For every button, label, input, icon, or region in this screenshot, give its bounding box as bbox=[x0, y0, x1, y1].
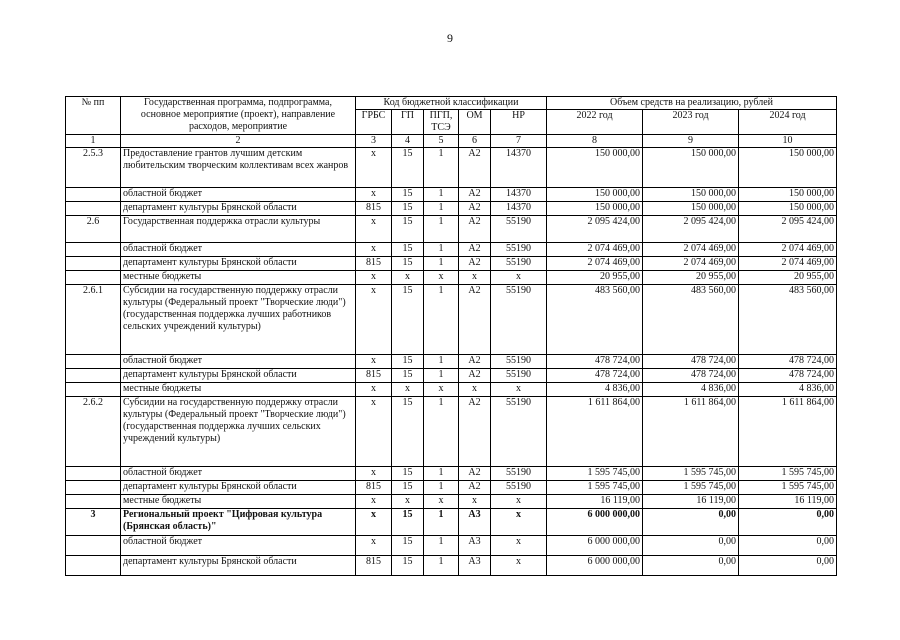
om-cell: А2 bbox=[459, 257, 491, 271]
row-name: местные бюджеты bbox=[121, 271, 356, 285]
row-name: Региональный проект "Цифровая культура (Брянская область)" bbox=[121, 509, 356, 536]
column-number: 4 bbox=[392, 135, 424, 148]
pppg-cell: 1 bbox=[424, 243, 459, 257]
grbs-cell: x bbox=[356, 243, 392, 257]
pppg-cell: 1 bbox=[424, 285, 459, 355]
row-name: областной бюджет bbox=[121, 355, 356, 369]
amount-2022: 2 074 469,00 bbox=[547, 243, 643, 257]
budget-table bbox=[65, 96, 837, 576]
amount-2022: 1 595 745,00 bbox=[547, 481, 643, 495]
grbs-cell: x bbox=[356, 383, 392, 397]
grbs-cell: 815 bbox=[356, 257, 392, 271]
amount-2023: 0,00 bbox=[643, 536, 739, 556]
table-row bbox=[66, 481, 837, 495]
table-row bbox=[66, 188, 837, 202]
amount-2023: 150 000,00 bbox=[643, 202, 739, 216]
nr-cell: 55190 bbox=[491, 257, 547, 271]
column-number: 6 bbox=[459, 135, 491, 148]
header-col-name: Государственная программа, подпрограмма, основное мероприятие (проект), направление расходов, мероприятие bbox=[121, 97, 356, 135]
column-number: 5 bbox=[424, 135, 459, 148]
pppg-cell: 1 bbox=[424, 188, 459, 202]
grbs-cell: x bbox=[356, 285, 392, 355]
nr-cell: 14370 bbox=[491, 188, 547, 202]
row-name: Государственная поддержка отрасли культуры bbox=[121, 216, 356, 243]
row-name: департамент культуры Брянской области bbox=[121, 481, 356, 495]
amount-2022: 6 000 000,00 bbox=[547, 556, 643, 576]
gp-cell: 15 bbox=[392, 257, 424, 271]
header-funds-group: Объем средств на реализацию, рублей bbox=[547, 97, 837, 110]
gp-cell: 15 bbox=[392, 216, 424, 243]
gp-cell: 15 bbox=[392, 202, 424, 216]
table-row bbox=[66, 202, 837, 216]
amount-2023: 2 074 469,00 bbox=[643, 257, 739, 271]
amount-2022: 478 724,00 bbox=[547, 355, 643, 369]
om-cell: x bbox=[459, 271, 491, 285]
grbs-cell: x bbox=[356, 188, 392, 202]
row-name: областной бюджет bbox=[121, 243, 356, 257]
gp-cell: 15 bbox=[392, 467, 424, 481]
amount-2023: 1 595 745,00 bbox=[643, 467, 739, 481]
column-number: 10 bbox=[739, 135, 837, 148]
amount-2022: 16 119,00 bbox=[547, 495, 643, 509]
pppg-cell: 1 bbox=[424, 216, 459, 243]
amount-2022: 6 000 000,00 bbox=[547, 509, 643, 536]
amount-2023: 483 560,00 bbox=[643, 285, 739, 355]
row-number bbox=[66, 556, 121, 576]
pppg-cell: x bbox=[424, 271, 459, 285]
gp-cell: 15 bbox=[392, 285, 424, 355]
pppg-cell: 1 bbox=[424, 202, 459, 216]
row-name: Субсидии на государственную поддержку отрасли культуры (Федеральный проект "Творческие люди") (государственная поддержка лучших работников сельских учреждений культуры) bbox=[121, 285, 356, 355]
row-name: Предоставление грантов лучшим детским любительским творческим коллективам всех жанров bbox=[121, 148, 356, 188]
table-row bbox=[66, 383, 837, 397]
amount-2022: 150 000,00 bbox=[547, 148, 643, 188]
pppg-cell: 1 bbox=[424, 536, 459, 556]
header-2022: 2022 год bbox=[547, 110, 643, 135]
amount-2024: 2 074 469,00 bbox=[739, 257, 837, 271]
om-cell: А2 bbox=[459, 216, 491, 243]
om-cell: x bbox=[459, 495, 491, 509]
row-name: местные бюджеты bbox=[121, 495, 356, 509]
nr-cell: 55190 bbox=[491, 467, 547, 481]
header-2023: 2023 год bbox=[643, 110, 739, 135]
om-cell: А2 bbox=[459, 285, 491, 355]
row-number bbox=[66, 202, 121, 216]
om-cell: А2 bbox=[459, 467, 491, 481]
gp-cell: 15 bbox=[392, 481, 424, 495]
row-number bbox=[66, 271, 121, 285]
header-pppg: ПГП, ТСЭ bbox=[424, 110, 459, 135]
pppg-cell: 1 bbox=[424, 369, 459, 383]
amount-2022: 483 560,00 bbox=[547, 285, 643, 355]
grbs-cell: x bbox=[356, 271, 392, 285]
amount-2023: 478 724,00 bbox=[643, 355, 739, 369]
row-number bbox=[66, 369, 121, 383]
column-number: 1 bbox=[66, 135, 121, 148]
row-name: областной бюджет bbox=[121, 188, 356, 202]
amount-2024: 2 074 469,00 bbox=[739, 243, 837, 257]
pppg-cell: 1 bbox=[424, 467, 459, 481]
column-number: 8 bbox=[547, 135, 643, 148]
nr-cell: x bbox=[491, 556, 547, 576]
om-cell: А3 bbox=[459, 509, 491, 536]
table-row bbox=[66, 509, 837, 536]
nr-cell: 14370 bbox=[491, 148, 547, 188]
pppg-cell: 1 bbox=[424, 509, 459, 536]
nr-cell: x bbox=[491, 536, 547, 556]
row-number bbox=[66, 467, 121, 481]
amount-2023: 16 119,00 bbox=[643, 495, 739, 509]
amount-2024: 1 595 745,00 bbox=[739, 481, 837, 495]
amount-2022: 6 000 000,00 bbox=[547, 536, 643, 556]
nr-cell: 55190 bbox=[491, 397, 547, 467]
amount-2023: 2 095 424,00 bbox=[643, 216, 739, 243]
gp-cell: 15 bbox=[392, 243, 424, 257]
amount-2022: 150 000,00 bbox=[547, 188, 643, 202]
row-number: 2.6 bbox=[66, 216, 121, 243]
amount-2022: 2 074 469,00 bbox=[547, 257, 643, 271]
amount-2023: 2 074 469,00 bbox=[643, 243, 739, 257]
row-number bbox=[66, 257, 121, 271]
nr-cell: x bbox=[491, 495, 547, 509]
amount-2024: 478 724,00 bbox=[739, 355, 837, 369]
pppg-cell: 1 bbox=[424, 257, 459, 271]
pppg-cell: 1 bbox=[424, 397, 459, 467]
row-number bbox=[66, 383, 121, 397]
table-row bbox=[66, 243, 837, 257]
amount-2024: 150 000,00 bbox=[739, 202, 837, 216]
amount-2023: 478 724,00 bbox=[643, 369, 739, 383]
row-name: департамент культуры Брянской области bbox=[121, 257, 356, 271]
amount-2023: 1 611 864,00 bbox=[643, 397, 739, 467]
nr-cell: x bbox=[491, 383, 547, 397]
row-number bbox=[66, 188, 121, 202]
amount-2024: 4 836,00 bbox=[739, 383, 837, 397]
grbs-cell: x bbox=[356, 355, 392, 369]
row-number bbox=[66, 355, 121, 369]
table-row bbox=[66, 148, 837, 188]
amount-2023: 150 000,00 bbox=[643, 188, 739, 202]
column-number: 9 bbox=[643, 135, 739, 148]
row-number: 2.6.1 bbox=[66, 285, 121, 355]
grbs-cell: x bbox=[356, 495, 392, 509]
column-number: 3 bbox=[356, 135, 392, 148]
amount-2024: 150 000,00 bbox=[739, 148, 837, 188]
header-gp: ГП bbox=[392, 110, 424, 135]
grbs-cell: 815 bbox=[356, 202, 392, 216]
row-number bbox=[66, 536, 121, 556]
om-cell: А2 bbox=[459, 148, 491, 188]
amount-2022: 2 095 424,00 bbox=[547, 216, 643, 243]
table-row bbox=[66, 216, 837, 243]
om-cell: А2 bbox=[459, 243, 491, 257]
gp-cell: 15 bbox=[392, 556, 424, 576]
amount-2023: 1 595 745,00 bbox=[643, 481, 739, 495]
amount-2022: 1 595 745,00 bbox=[547, 467, 643, 481]
gp-cell: x bbox=[392, 271, 424, 285]
amount-2022: 1 611 864,00 bbox=[547, 397, 643, 467]
amount-2022: 4 836,00 bbox=[547, 383, 643, 397]
grbs-cell: 815 bbox=[356, 369, 392, 383]
om-cell: А3 bbox=[459, 536, 491, 556]
column-number: 2 bbox=[121, 135, 356, 148]
grbs-cell: x bbox=[356, 148, 392, 188]
table-row bbox=[66, 556, 837, 576]
amount-2024: 483 560,00 bbox=[739, 285, 837, 355]
gp-cell: 15 bbox=[392, 536, 424, 556]
grbs-cell: 815 bbox=[356, 556, 392, 576]
gp-cell: 15 bbox=[392, 397, 424, 467]
nr-cell: 55190 bbox=[491, 481, 547, 495]
nr-cell: 55190 bbox=[491, 285, 547, 355]
amount-2024: 16 119,00 bbox=[739, 495, 837, 509]
amount-2023: 20 955,00 bbox=[643, 271, 739, 285]
table-row bbox=[66, 536, 837, 556]
grbs-cell: x bbox=[356, 397, 392, 467]
gp-cell: 15 bbox=[392, 148, 424, 188]
grbs-cell: x bbox=[356, 216, 392, 243]
nr-cell: 55190 bbox=[491, 243, 547, 257]
row-name: департамент культуры Брянской области bbox=[121, 202, 356, 216]
nr-cell: 55190 bbox=[491, 369, 547, 383]
pppg-cell: x bbox=[424, 383, 459, 397]
om-cell: А2 bbox=[459, 355, 491, 369]
nr-cell: x bbox=[491, 271, 547, 285]
nr-cell: 55190 bbox=[491, 216, 547, 243]
header-om: ОМ bbox=[459, 110, 491, 135]
header-2024: 2024 год bbox=[739, 110, 837, 135]
nr-cell: 55190 bbox=[491, 355, 547, 369]
header-kbk-group: Код бюджетной классификации bbox=[356, 97, 547, 110]
amount-2023: 4 836,00 bbox=[643, 383, 739, 397]
table-row bbox=[66, 355, 837, 369]
row-number bbox=[66, 495, 121, 509]
amount-2024: 150 000,00 bbox=[739, 188, 837, 202]
gp-cell: 15 bbox=[392, 369, 424, 383]
table-row bbox=[66, 369, 837, 383]
row-number bbox=[66, 481, 121, 495]
table-row bbox=[66, 257, 837, 271]
amount-2024: 1 611 864,00 bbox=[739, 397, 837, 467]
pppg-cell: 1 bbox=[424, 556, 459, 576]
grbs-cell: x bbox=[356, 536, 392, 556]
grbs-cell: x bbox=[356, 509, 392, 536]
table-row bbox=[66, 467, 837, 481]
amount-2024: 0,00 bbox=[739, 556, 837, 576]
amount-2024: 20 955,00 bbox=[739, 271, 837, 285]
pppg-cell: x bbox=[424, 495, 459, 509]
column-number: 7 bbox=[491, 135, 547, 148]
row-name: местные бюджеты bbox=[121, 383, 356, 397]
om-cell: А2 bbox=[459, 481, 491, 495]
amount-2023: 150 000,00 bbox=[643, 148, 739, 188]
row-number: 3 bbox=[66, 509, 121, 536]
amount-2024: 0,00 bbox=[739, 509, 837, 536]
gp-cell: 15 bbox=[392, 188, 424, 202]
amount-2022: 150 000,00 bbox=[547, 202, 643, 216]
om-cell: А2 bbox=[459, 369, 491, 383]
amount-2023: 0,00 bbox=[643, 556, 739, 576]
pppg-cell: 1 bbox=[424, 148, 459, 188]
header-nr: НР bbox=[491, 110, 547, 135]
row-number: 2.6.2 bbox=[66, 397, 121, 467]
gp-cell: x bbox=[392, 495, 424, 509]
pppg-cell: 1 bbox=[424, 481, 459, 495]
page-number: 9 bbox=[447, 31, 453, 45]
amount-2024: 0,00 bbox=[739, 536, 837, 556]
amount-2024: 478 724,00 bbox=[739, 369, 837, 383]
om-cell: А2 bbox=[459, 397, 491, 467]
row-name: департамент культуры Брянской области bbox=[121, 556, 356, 576]
amount-2024: 2 095 424,00 bbox=[739, 216, 837, 243]
nr-cell: x bbox=[491, 509, 547, 536]
gp-cell: x bbox=[392, 383, 424, 397]
om-cell: А2 bbox=[459, 188, 491, 202]
table-row bbox=[66, 271, 837, 285]
header-col-no: № пп bbox=[66, 97, 121, 135]
row-number: 2.5.3 bbox=[66, 148, 121, 188]
om-cell: А2 bbox=[459, 202, 491, 216]
table-row bbox=[66, 495, 837, 509]
table-row bbox=[66, 397, 837, 467]
row-name: Субсидии на государственную поддержку отрасли культуры (Федеральный проект "Творческие люди") (государственная поддержка лучших сельских учреждений культуры) bbox=[121, 397, 356, 467]
column-number-row bbox=[66, 135, 837, 148]
amount-2023: 0,00 bbox=[643, 509, 739, 536]
row-name: областной бюджет bbox=[121, 536, 356, 556]
om-cell: А3 bbox=[459, 556, 491, 576]
nr-cell: 14370 bbox=[491, 202, 547, 216]
grbs-cell: x bbox=[356, 467, 392, 481]
row-name: областной бюджет bbox=[121, 467, 356, 481]
header-row-1 bbox=[66, 97, 837, 110]
header-grbs: ГРБС bbox=[356, 110, 392, 135]
amount-2022: 478 724,00 bbox=[547, 369, 643, 383]
row-number bbox=[66, 243, 121, 257]
gp-cell: 15 bbox=[392, 355, 424, 369]
om-cell: x bbox=[459, 383, 491, 397]
grbs-cell: 815 bbox=[356, 481, 392, 495]
row-name: департамент культуры Брянской области bbox=[121, 369, 356, 383]
table-row bbox=[66, 285, 837, 355]
pppg-cell: 1 bbox=[424, 355, 459, 369]
gp-cell: 15 bbox=[392, 509, 424, 536]
amount-2024: 1 595 745,00 bbox=[739, 467, 837, 481]
amount-2022: 20 955,00 bbox=[547, 271, 643, 285]
